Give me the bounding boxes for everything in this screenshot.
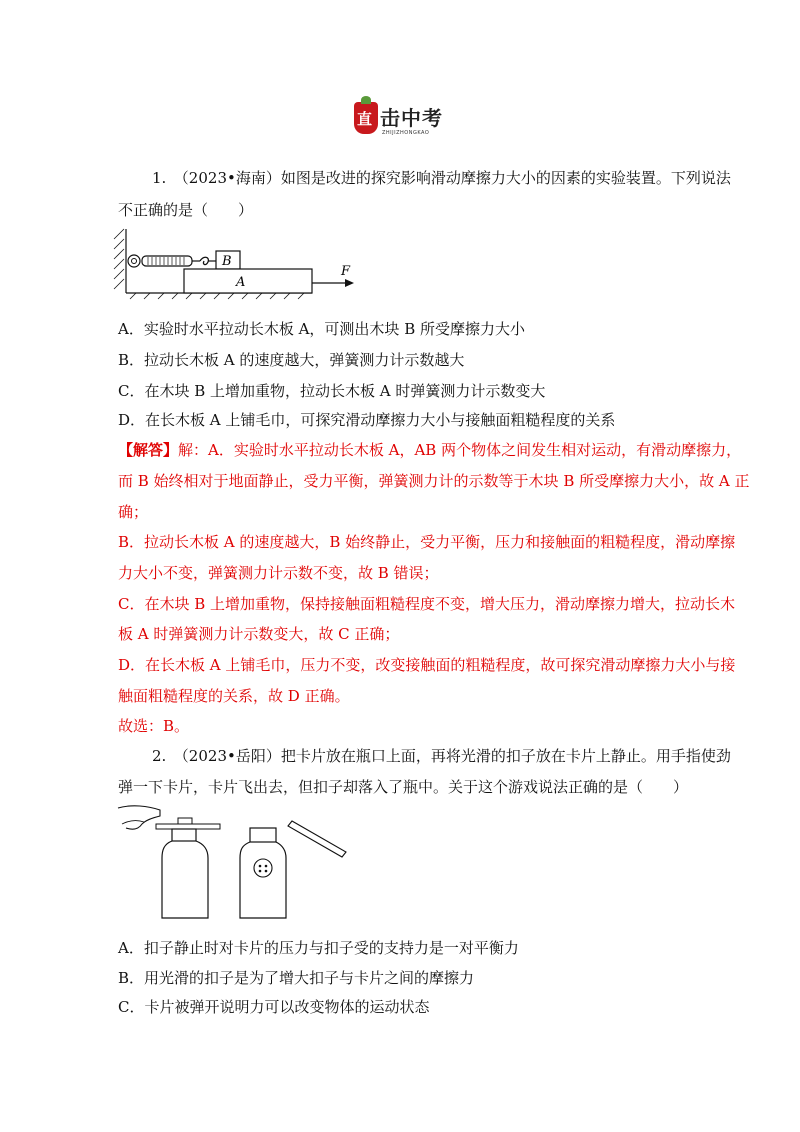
q1-friction-apparatus-figure [112,225,362,300]
q1-answer-line9: 触面粗糙程度的关系，故 D 正确。 [118,687,350,705]
q1-answer-line3: 确； [118,503,149,521]
q1-option-a: A．实验时水平拉动长木板 A，可测出木块 B 所受摩擦力大小 [118,320,525,338]
q1-answer-line5: 力大小不变，弹簧测力计示数不变，故 B 错误； [118,564,439,582]
site-logo [354,100,448,142]
board-A-label: A [236,275,246,290]
q2-option-c: C．卡片被弹开说明力可以改变物体的运动状态 [118,998,430,1016]
q1-answer-line2: 而 B 始终相对于地面静止，受力平衡，弹簧测力计的示数等于木块 B 所受摩擦力大小，故 A 正 [118,472,750,490]
q2-option-a: A．扣子静止时对卡片的压力与扣子受的支持力是一对平衡力 [118,939,519,957]
q1-option-b: B．拉动长木板 A 的速度越大，弹簧测力计示数越大 [118,351,465,369]
q1-option-d: D．在长木板 A 上铺毛巾，可探究滑动摩擦力大小与接触面粗糙程度的关系 [118,411,616,429]
q2-stem-line2: 弹一下卡片，卡片飞出去，但扣子却落入了瓶中。关于这个游戏说法正确的是（ ） [118,778,689,796]
q2-option-b: B．用光滑的扣子是为了增大扣子与卡片之间的摩擦力 [118,969,475,987]
q1-stem-line2: 不正确的是（ ） [118,201,254,219]
q1-answer-line1: 【解答】解：A．实验时水平拉动长木板 A，AB 两个物体之间发生相对运动，有滑动摩擦力， [118,441,742,459]
q1-answer-line10: 故选：B。 [118,717,190,735]
logo-title: 击中考 [380,106,443,130]
logo-subtitle: ZHIJIZHONGKAO [382,130,430,136]
logo-badge: 直 [354,102,378,134]
force-F-label: F [341,264,351,279]
q1-stem-line1: 1. （2023•海南）如图是改进的探究影响滑动摩擦力大小的因素的实验装置。下列说法 [152,169,731,187]
q1-option-c: C．在木块 B 上增加重物，拉动长木板 A 时弹簧测力计示数变大 [118,382,546,400]
q2-stem-line1: 2. （2023•岳阳）把卡片放在瓶口上面，再将光滑的扣子放在卡片上静止。用手指使劲 [152,747,731,765]
q2-bottle-card-figure [112,800,362,925]
q1-answer-line7: 板 A 时弹簧测力计示数变大，故 C 正确； [118,625,400,643]
q1-answer-line6: C．在木块 B 上增加重物，保持接触面粗糙程度不变，增大压力，滑动摩擦力增大，拉动长木 [118,595,736,613]
block-B-label: B [222,254,232,269]
answer-tag: 【解答】 [118,441,179,459]
q1-answer-line4: B．拉动长木板 A 的速度越大，B 始终静止，受力平衡，压力和接触面的粗糙程度，滑动摩擦 [118,533,736,551]
q1-answer-line8: D．在长木板 A 上铺毛巾，压力不变，改变接触面的粗糙程度，故可探究滑动摩擦力大小与接 [118,656,736,674]
